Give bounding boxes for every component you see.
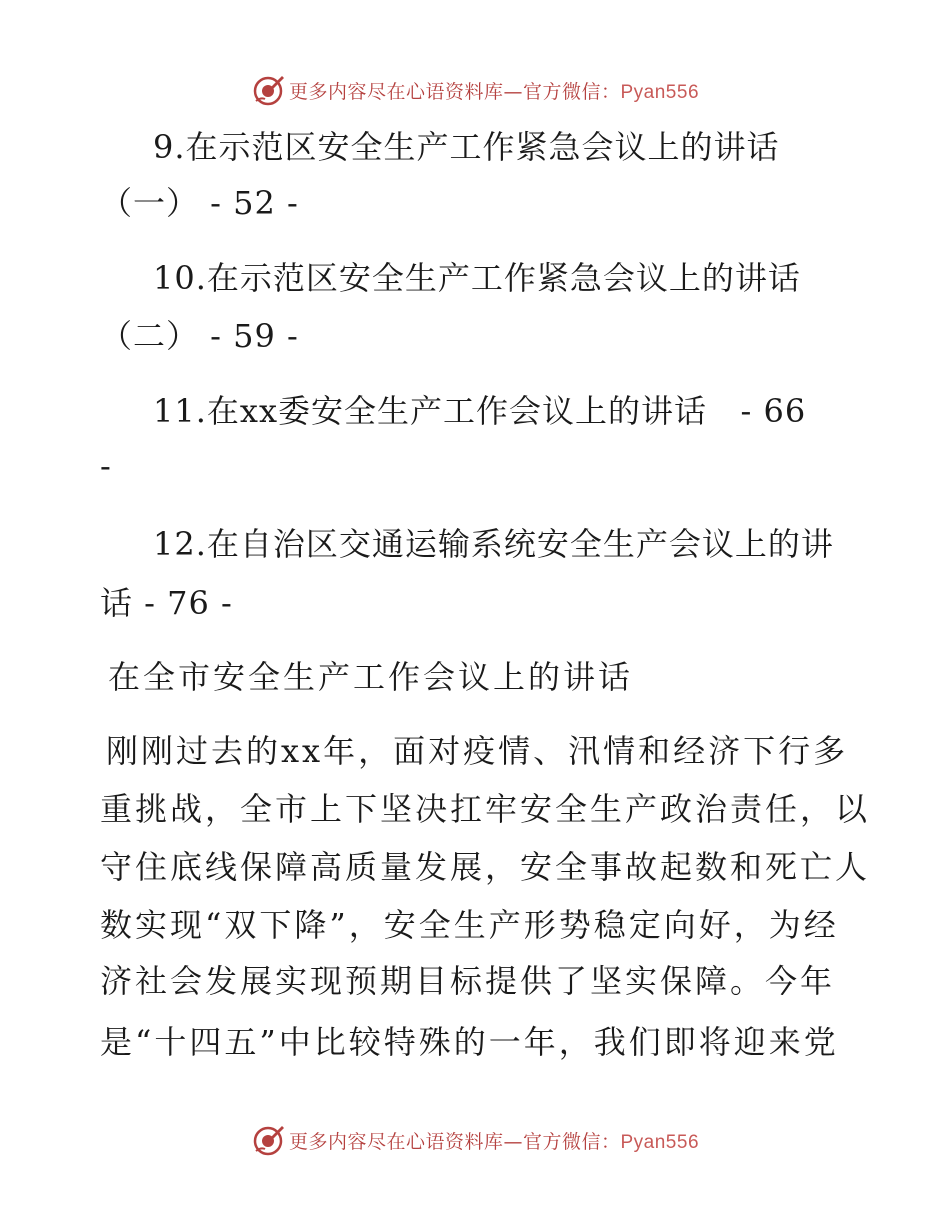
toc-entry-9-line1: 9.在示范区安全生产工作紧急会议上的讲话: [153, 128, 780, 166]
body-line: 数实现“双下降”，安全生产形势稳定向好，为经: [100, 906, 839, 944]
body-line: 刚刚过去的xx年，面对疫情、汛情和经济下行多: [106, 732, 849, 770]
body-line: 是“十四五”中比较特殊的一年，我们即将迎来党: [100, 1023, 839, 1061]
toc-entry-10-line1: 10.在示范区安全生产工作紧急会议上的讲话: [153, 259, 801, 297]
toc-entry-11-line1: 11.在xx委安全生产工作会议上的讲话 - 66: [153, 392, 807, 430]
watermark-text: 更多内容尽在心语资料库—官方微信：Pyan556: [288, 80, 700, 103]
footer-watermark: [0, 1120, 950, 1160]
toc-entry-12-line2: 话 - 76 -: [100, 584, 233, 622]
toc-entry-9-line2: （一） - 52 -: [100, 184, 299, 222]
toc-entry-11-line2: -: [100, 447, 112, 485]
toc-entry-12-line1: 12.在自治区交通运输系统安全生产会议上的讲: [153, 525, 834, 563]
watermark-text: 更多内容尽在心语资料库—官方微信：Pyan556: [288, 1130, 700, 1153]
header-watermark: [0, 70, 950, 110]
article-title: 在全市安全生产工作会议上的讲话: [108, 658, 634, 696]
brand-logo-icon: [251, 73, 285, 107]
toc-entry-10-line2: （二） - 59 -: [100, 317, 299, 355]
body-line: 重挑战，全市上下坚决扛牢安全生产政治责任，以: [100, 790, 871, 828]
body-line: 济社会发展实现预期目标提供了坚实保障。今年: [100, 962, 836, 1000]
brand-logo-icon: [251, 1123, 285, 1157]
body-line: 守住底线保障高质量发展，安全事故起数和死亡人: [100, 848, 871, 886]
